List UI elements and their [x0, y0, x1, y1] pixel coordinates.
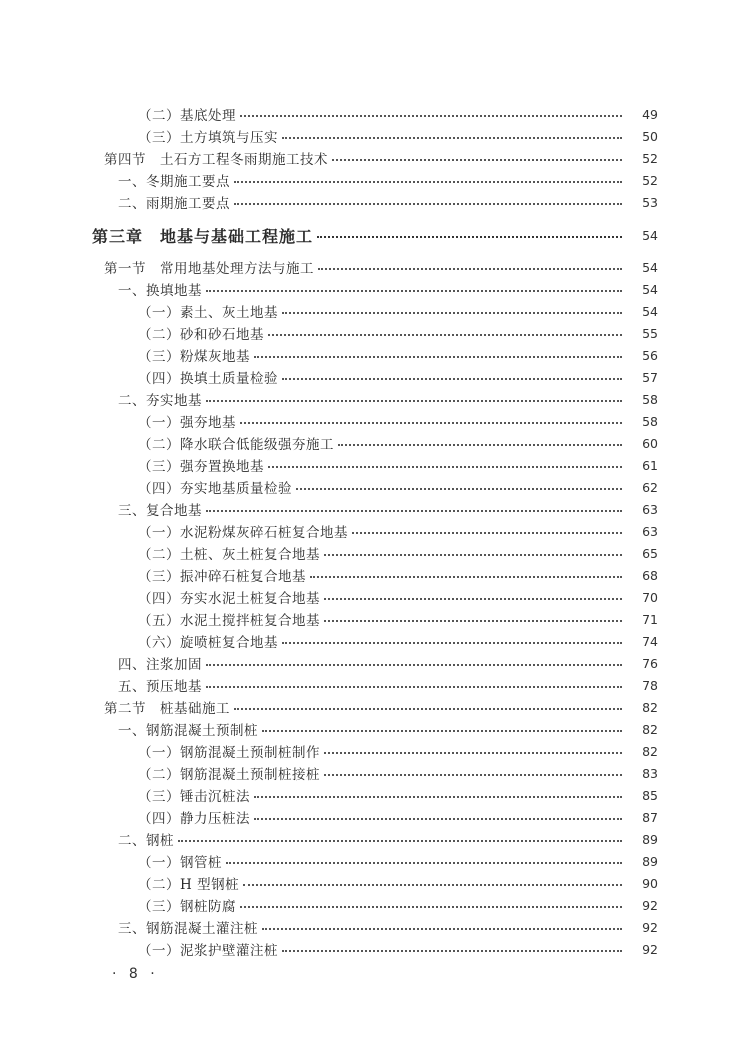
toc-entry-page: 54 — [642, 259, 658, 275]
toc-entry-title: 一、换填地基 — [118, 283, 202, 299]
toc-entry — [0, 608, 750, 630]
toc-entry — [0, 454, 750, 476]
dot-leader — [324, 620, 622, 622]
toc-entry — [0, 718, 750, 740]
dot-leader — [240, 906, 622, 908]
toc-entry-page: 87 — [642, 809, 658, 825]
toc-entry-page: 50 — [642, 128, 658, 144]
dot-leader — [282, 312, 622, 314]
toc-entry — [0, 894, 750, 916]
toc-entry — [0, 388, 750, 410]
toc-entry — [0, 410, 750, 432]
dot-leader — [226, 862, 622, 864]
toc-section-entry — [0, 147, 750, 169]
dot-leader — [324, 598, 622, 600]
toc-entry-page: 52 — [642, 172, 658, 188]
toc-entry — [0, 498, 750, 520]
toc-entry-title: 三、钢筋混凝土灌注桩 — [118, 921, 258, 937]
toc-entry-title: （三）锤击沉桩法 — [138, 789, 250, 805]
toc-entry — [0, 476, 750, 498]
toc-entry-page: 54 — [642, 303, 658, 319]
toc-entry-title: （一）强夯地基 — [138, 415, 236, 431]
toc-entry-page: 61 — [642, 457, 658, 473]
toc-entry — [0, 586, 750, 608]
toc-entry-page: 58 — [642, 391, 658, 407]
toc-entry-title: （二）钢筋混凝土预制桩接桩 — [138, 767, 320, 783]
toc-entry-page: 52 — [642, 150, 658, 166]
toc-entry — [0, 916, 750, 938]
toc-entry-title: （六）旋喷桩复合地基 — [138, 635, 278, 651]
toc-entry-title: （二）降水联合低能级强夯施工 — [138, 437, 334, 453]
toc-entry — [0, 806, 750, 828]
toc-entry — [0, 850, 750, 872]
dot-leader — [206, 400, 622, 402]
toc-entry — [0, 103, 750, 125]
toc-entry — [0, 300, 750, 322]
toc-entry-page: 55 — [642, 325, 658, 341]
toc-entry-title: （二）土桩、灰土桩复合地基 — [138, 547, 320, 563]
dot-leader — [254, 818, 622, 820]
dot-leader — [206, 290, 622, 292]
dot-leader — [310, 576, 622, 578]
toc-entry-page: 60 — [642, 435, 658, 451]
toc-entry-title: 四、注浆加固 — [118, 657, 202, 673]
toc-entry-page: 82 — [642, 721, 658, 737]
toc-entry-title: 二、钢桩 — [118, 833, 174, 849]
dot-leader — [324, 752, 622, 754]
toc-entry-page: 92 — [642, 919, 658, 935]
dot-leader — [268, 334, 622, 336]
dot-leader — [317, 236, 622, 238]
toc-entry-title: 三、复合地基 — [118, 503, 202, 519]
toc-entry-page: 70 — [642, 589, 658, 605]
toc-entry-title: （二）H 型钢桩 — [138, 877, 240, 893]
dot-leader — [268, 466, 622, 468]
dot-leader — [206, 510, 622, 512]
dot-leader — [338, 444, 622, 446]
toc-entry — [0, 125, 750, 147]
toc-entry-page: 92 — [642, 941, 658, 957]
dot-leader — [324, 554, 622, 556]
toc-entry-title: （三）钢桩防腐 — [138, 899, 236, 915]
dot-leader — [282, 378, 622, 380]
toc-entry-title: （四）夯实水泥土桩复合地基 — [138, 591, 320, 607]
toc-entry — [0, 652, 750, 674]
toc-entry-page: 74 — [642, 633, 658, 649]
dot-leader — [282, 137, 622, 139]
toc-entry — [0, 630, 750, 652]
toc-entry-title: （三）振冲碎石桩复合地基 — [138, 569, 306, 585]
dot-leader — [254, 796, 622, 798]
dot-leader — [206, 664, 622, 666]
toc-entry-title: （二）基底处理 — [138, 108, 236, 124]
dot-leader — [262, 730, 622, 732]
toc-entry-page: 54 — [642, 227, 658, 243]
dot-leader — [240, 422, 622, 424]
toc-entry-page: 58 — [642, 413, 658, 429]
toc-entry-title: （五）水泥土搅拌桩复合地基 — [138, 613, 320, 629]
dot-leader — [243, 884, 622, 886]
dot-leader — [332, 159, 622, 161]
toc-entry-title: （三）强夯置换地基 — [138, 459, 264, 475]
toc-entry-title: 第一节 常用地基处理方法与施工 — [104, 261, 314, 277]
toc-entry-title: （四）夯实地基质量检验 — [138, 481, 292, 497]
toc-entry-title: （一）钢管桩 — [138, 855, 222, 871]
toc-entry-title: （二）砂和砂石地基 — [138, 327, 264, 343]
toc-entry — [0, 740, 750, 762]
toc-entry-page: 65 — [642, 545, 658, 561]
dot-leader — [324, 774, 622, 776]
toc-entry-title: （三）粉煤灰地基 — [138, 349, 250, 365]
toc-entry — [0, 564, 750, 586]
dot-leader — [318, 268, 622, 270]
toc-entry-page: 78 — [642, 677, 658, 693]
toc-entry — [0, 762, 750, 784]
toc-entry-page: 89 — [642, 853, 658, 869]
toc-entry — [0, 344, 750, 366]
toc-entry-title: （一）钢筋混凝土预制桩制作 — [138, 745, 320, 761]
toc-entry — [0, 872, 750, 894]
toc-section-entry — [0, 256, 750, 278]
toc-entry-page: 83 — [642, 765, 658, 781]
dot-leader — [296, 488, 622, 490]
toc-entry — [0, 784, 750, 806]
toc-entry-page: 54 — [642, 281, 658, 297]
dot-leader — [240, 115, 622, 117]
toc-entry-page: 71 — [642, 611, 658, 627]
toc-entry-title: 五、预压地基 — [118, 679, 202, 695]
toc-entry-title: （四）换填土质量检验 — [138, 371, 278, 387]
toc-section-entry — [0, 696, 750, 718]
toc-entry-page: 85 — [642, 787, 658, 803]
dot-leader — [206, 686, 622, 688]
dot-leader — [282, 642, 622, 644]
toc-entry — [0, 828, 750, 850]
dot-leader — [234, 181, 622, 183]
toc-entry-title: 二、雨期施工要点 — [118, 196, 230, 212]
toc-entry-title: （四）静力压桩法 — [138, 811, 250, 827]
toc-entry — [0, 278, 750, 300]
page-number: · 8 · — [112, 966, 159, 982]
toc-entry-title: 第四节 土石方工程冬雨期施工技术 — [104, 152, 328, 168]
toc-entry — [0, 169, 750, 191]
dot-leader — [234, 708, 622, 710]
toc-entry-title: 一、冬期施工要点 — [118, 174, 230, 190]
toc-entry — [0, 674, 750, 696]
dot-leader — [178, 840, 622, 842]
toc-entry-page: 92 — [642, 897, 658, 913]
toc-entry-page: 53 — [642, 194, 658, 210]
toc-entry-title: 第三章 地基与基础工程施工 — [92, 226, 314, 246]
toc-entry — [0, 432, 750, 454]
toc-entry-page: 90 — [642, 875, 658, 891]
toc-chapter-entry — [0, 219, 750, 251]
toc-entry-title: （一）素土、灰土地基 — [138, 305, 278, 321]
toc-entry — [0, 191, 750, 213]
toc-entry-page: 89 — [642, 831, 658, 847]
toc-entry — [0, 322, 750, 344]
toc-entry-page: 82 — [642, 699, 658, 715]
toc-entry-page: 62 — [642, 479, 658, 495]
table-of-contents — [0, 103, 750, 960]
toc-entry-page: 63 — [642, 523, 658, 539]
toc-entry-title: 一、钢筋混凝土预制桩 — [118, 723, 258, 739]
dot-leader — [262, 928, 622, 930]
toc-entry — [0, 520, 750, 542]
toc-entry-page: 57 — [642, 369, 658, 385]
toc-entry-page: 68 — [642, 567, 658, 583]
dot-leader — [234, 203, 622, 205]
toc-entry-page: 76 — [642, 655, 658, 671]
dot-leader — [254, 356, 622, 358]
toc-entry-title: 二、夯实地基 — [118, 393, 202, 409]
toc-entry — [0, 938, 750, 960]
toc-entry — [0, 542, 750, 564]
toc-entry-page: 56 — [642, 347, 658, 363]
toc-entry-title: （三）土方填筑与压实 — [138, 130, 278, 146]
toc-entry-title: （一）泥浆护壁灌注桩 — [138, 943, 278, 959]
dot-leader — [352, 532, 622, 534]
toc-entry-title: 第二节 桩基础施工 — [104, 701, 230, 717]
toc-entry-title: （一）水泥粉煤灰碎石桩复合地基 — [138, 525, 348, 541]
dot-leader — [282, 950, 622, 952]
toc-entry-page: 63 — [642, 501, 658, 517]
toc-entry-page: 82 — [642, 743, 658, 759]
toc-entry-page: 49 — [642, 106, 658, 122]
toc-entry — [0, 366, 750, 388]
